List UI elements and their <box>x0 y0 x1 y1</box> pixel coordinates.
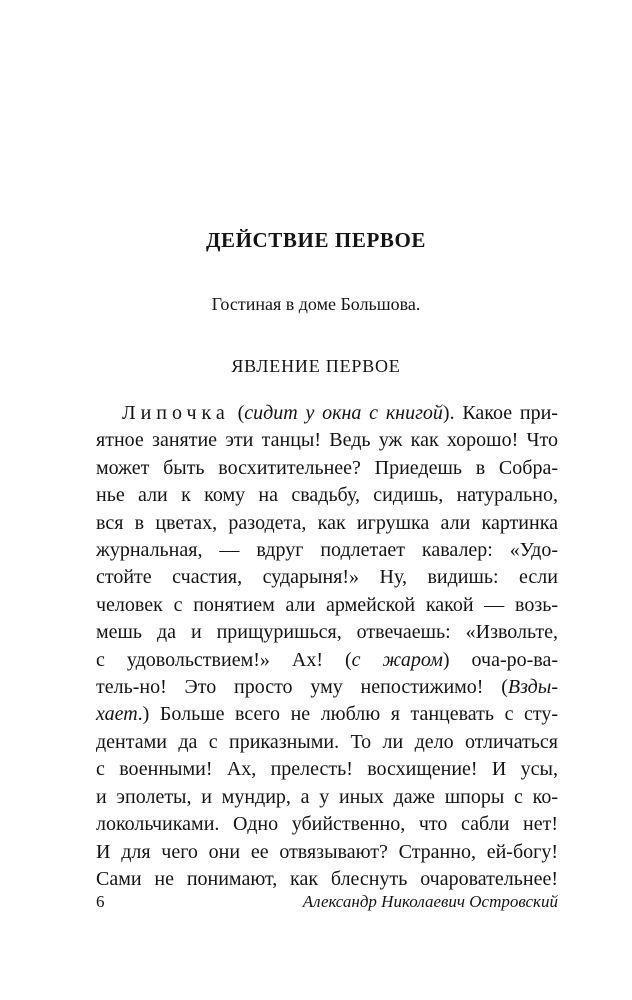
act-title: ДЕЙСТВИЕ ПЕРВОЕ <box>205 228 427 252</box>
text-line: дентами да с приказными. То ли дело отличаться <box>96 730 558 753</box>
text-line: Липочка (сидит у окна с книгой). Какое при- <box>122 402 558 424</box>
text-line: журнальная, — вдруг подлетает кавалер: «Удо- <box>96 539 558 562</box>
scene-title: ЯВЛЕНИЕ ПЕРВОЕ <box>231 356 401 376</box>
stage-direction: хает <box>96 703 138 726</box>
text-line: и эполеты, и мундир, а у иных даже шпоры с ко- <box>96 785 558 808</box>
text-line: Сами не понимают, как блеснуть очаровательнее! <box>96 867 558 890</box>
text-line: мешь да и прищуришься, отвечаешь: «Извольте, <box>96 621 558 644</box>
text-line: хает.) Больше всего не люблю я танцевать с сту- <box>96 703 558 726</box>
text-line: стойте счастия, сударыня!» Ну, видишь: если <box>96 566 558 589</box>
text-line: с военными! Ах, прелесть! восхищение! И усы, <box>96 758 558 781</box>
author-running-head: Александр Николаевич Островский <box>302 892 558 911</box>
text-line: И для чего они ее отвязывают? Странно, ей-богу! <box>96 840 558 863</box>
scene-setting: Гостиная в доме Большова. <box>211 294 421 314</box>
text-line: может быть восхитительнее? Приедешь в Собра- <box>96 456 558 479</box>
text-line: нье али к кому на свадьбу, сидишь, натурально, <box>96 484 558 507</box>
text-line: ятное занятие эти танцы! Ведь уж как хорошо! Что <box>96 429 558 452</box>
text-line: с удовольствием!» Ах! (с жаром) оча-ро-ва- <box>96 648 558 671</box>
page-number: 6 <box>96 892 105 911</box>
text-line: человек с понятием али армейской какой — возь- <box>96 593 558 616</box>
text-line: тель-но! Это просто уму непостижимо! (Взды- <box>96 676 558 699</box>
text-line: вся в цветах, разодета, как игрушка али картинка <box>96 511 558 534</box>
text-line: локольчиками. Одно убийственно, что сабли нет! <box>96 813 558 836</box>
stage-direction: с жаром <box>351 648 443 671</box>
play-text <box>96 400 558 893</box>
stage-direction: сидит у окна с книгой <box>244 402 443 424</box>
speaker-name: Липочка <box>122 402 230 424</box>
stage-direction: Взды- <box>507 676 558 699</box>
